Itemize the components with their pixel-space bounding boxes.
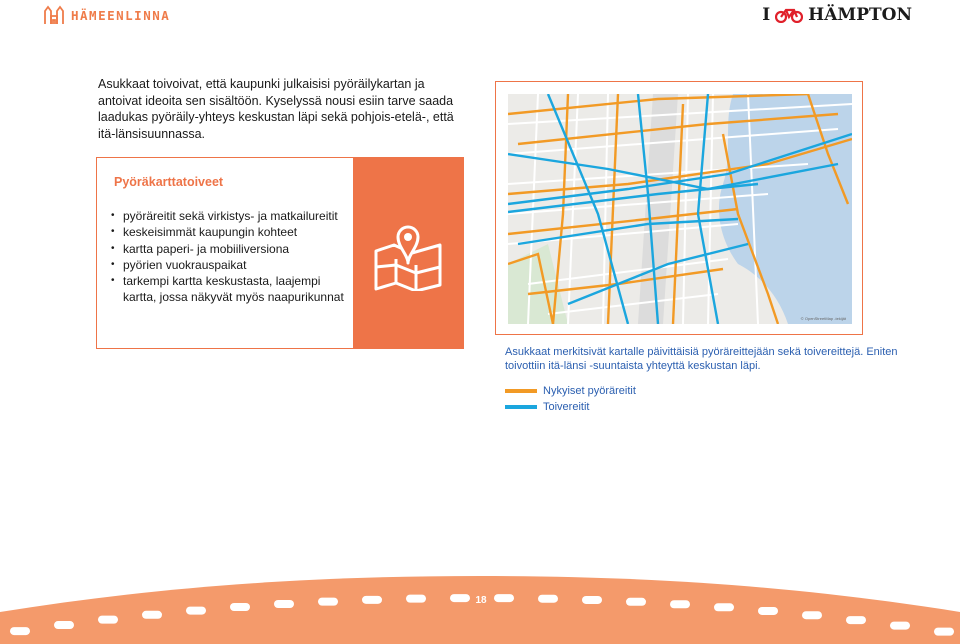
legend-swatch-blue <box>505 405 537 409</box>
chain-link-hole <box>494 594 514 602</box>
bicycle-icon <box>775 7 803 23</box>
chain-link-hole <box>186 607 206 615</box>
list-item: • kartta paperi- ja mobiiliversiona <box>111 241 356 257</box>
chain-link-hole <box>142 611 162 619</box>
legend-label: Nykyiset pyöräreitit <box>543 385 636 397</box>
list-item: • pyöräreitit sekä virkistys- ja matkailureitit <box>111 208 356 224</box>
map-legend <box>505 383 636 415</box>
legend-item-wished <box>505 399 636 415</box>
list-item: • tarkempi kartta keskustasta, laajempi kartta, jossa näkyvät myös naapurikunnat <box>111 273 356 306</box>
wishes-box <box>96 157 464 349</box>
list-item: • pyörien vuokrauspaikat <box>111 257 356 273</box>
logo-hampton-text: HÄMPTON <box>808 5 912 25</box>
chain-link-hole <box>890 622 910 630</box>
chain-link-hole <box>406 595 426 603</box>
i-bike-hampton-logo <box>762 4 912 26</box>
list-item: • keskeisimmät kaupungin kohteet <box>111 224 356 240</box>
chain-link-hole <box>538 595 558 603</box>
map-frame <box>495 81 863 335</box>
chain-link-hole <box>230 603 250 611</box>
chain-link-hole <box>626 598 646 606</box>
chain-link-hole <box>670 600 690 608</box>
wishes-icon-panel <box>353 158 463 348</box>
map-pin-icon <box>372 215 444 291</box>
chain-link-hole <box>54 621 74 629</box>
chain-link-hole <box>98 616 118 624</box>
wishes-list <box>111 208 356 306</box>
chain-link-hole <box>714 603 734 611</box>
chain-link-hole <box>450 594 470 602</box>
intro-paragraph: Asukkaat toivoivat, että kaupunki julkaisisi pyöräilykartan ja antoivat ideoita sen sisältöön. Kyselyssä nousi esiin tarve saada laadukas pyöräily-yhteys keskustan läpi sekä pohjois-etelä-, että itä-länsisuunnassa. <box>98 77 454 141</box>
page-number: 18 <box>475 595 487 606</box>
city-map <box>508 94 852 324</box>
map-caption: Asukkaat merkitsivät kartalle päivittäisiä pyöräreittejään sekä toivereittejä. Eniten toivottiin itä-länsi -suuntaista yhteyttä keskustan läpi. <box>505 346 898 372</box>
chain-link-hole <box>846 616 866 624</box>
route-map-graphic <box>508 94 852 324</box>
chain-link-hole <box>274 600 294 608</box>
chain-link-hole <box>582 596 602 604</box>
legend-label: Toivereitit <box>543 401 590 413</box>
hameenlinna-logo <box>43 3 188 27</box>
map-attribution: © OpenStreetMap -tekijät <box>800 316 846 321</box>
legend-swatch-orange <box>505 389 537 393</box>
legend-item-existing <box>505 383 636 399</box>
chain-link-hole <box>362 596 382 604</box>
castle-icon <box>43 5 65 25</box>
chain-link-hole <box>10 627 30 635</box>
wishes-title: Pyöräkarttatoiveet <box>114 175 224 189</box>
logo-letter-i: I <box>762 5 771 25</box>
hameenlinna-logo-text: HÄMEENLINNA <box>71 7 171 23</box>
chain-link-hole <box>934 628 954 636</box>
chain-link-hole <box>318 598 338 606</box>
chain-link-hole <box>758 607 778 615</box>
chain-link-hole <box>802 611 822 619</box>
